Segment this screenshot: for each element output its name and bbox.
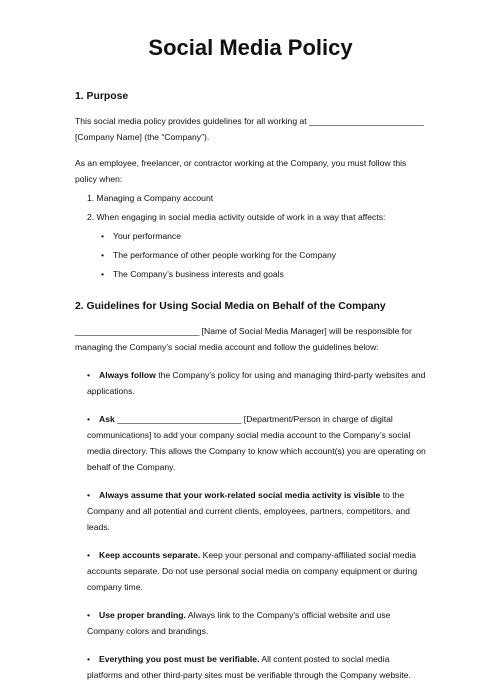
- guideline-text: __________________________ [Department/Person in charge of digital communications] to add your company social media account to the Company’s social media directory. This allows the Company to know which account(s) you are operating on behalf of the Company.: [87, 414, 426, 472]
- bullet-icon: •: [101, 231, 105, 241]
- list-item: 2. When engaging in social media activity outside of work in a way that affects:: [87, 212, 386, 222]
- guidelines-intro-text: [Name of Social Media Manager] will be responsible for managing the Company’s social media account and follow the guidelines below:: [75, 326, 412, 352]
- bullet-icon: •: [87, 610, 91, 620]
- bullet-icon: •: [101, 250, 105, 260]
- guideline-item: [75, 607, 426, 639]
- guideline-item: [75, 411, 426, 475]
- guideline-text: Keep your personal and company-affiliated social media accounts separate. Do not use personal social media on company equipment or during company time.: [87, 550, 418, 592]
- guideline-bold: Always follow: [99, 370, 156, 380]
- manager-name-blank: __________________________: [75, 326, 200, 336]
- document-title: Social Media Policy: [148, 35, 353, 60]
- guideline-text: the Company's policy for using and managing third-party websites and applications.: [87, 370, 426, 396]
- guideline-bold: Everything you post must be verifiable.: [99, 654, 260, 664]
- bullet-icon: •: [101, 269, 105, 279]
- bullet-icon: •: [87, 654, 91, 664]
- guideline-text: Always link to the Company's official website and use Company colors and brandings.: [87, 610, 391, 636]
- bullet-icon: •: [87, 414, 91, 424]
- sublist-item: • Your performance: [101, 228, 426, 244]
- section-heading-purpose: 1. Purpose: [75, 91, 129, 102]
- guideline-bold: Always assume that your work-related social media activity is visible: [99, 490, 381, 500]
- sublist-item: • The performance of other people working for the Company: [101, 247, 426, 263]
- purpose-paragraph-1: [75, 113, 426, 145]
- guideline-item: [75, 367, 426, 399]
- sublist-item: • The Company’s business interests and goals: [101, 266, 426, 282]
- company-name-blank: ________________________: [309, 116, 424, 126]
- purpose-text-b: [Company Name] (the “Company”).: [75, 132, 210, 142]
- guideline-bold: Use proper branding.: [99, 610, 186, 620]
- purpose-list: [75, 190, 426, 225]
- guideline-bold: Ask: [99, 414, 115, 424]
- list-item: 1. Managing a Company account: [87, 193, 214, 203]
- bullet-icon: •: [87, 490, 91, 500]
- purpose-paragraph-2: As an employee, freelancer, or contractor working at the Company, you must follow this policy when:: [75, 158, 407, 184]
- guideline-text: to the Company and all potential and current clients, employees, partners, competitors, and leads.: [87, 490, 410, 532]
- purpose-text-a: This social media policy provides guidelines for all working at: [75, 116, 310, 126]
- guideline-item: [75, 487, 426, 535]
- guidelines-intro: [75, 323, 426, 355]
- guideline-item: [75, 547, 426, 595]
- guideline-item: [75, 651, 426, 683]
- section-heading-guidelines: 2. Guidelines for Using Social Media on Behalf of the Company: [75, 301, 386, 312]
- guideline-bold: Keep accounts separate.: [99, 550, 201, 560]
- bullet-icon: •: [87, 370, 91, 380]
- purpose-sublist: [75, 228, 426, 282]
- guideline-text: All content posted to social media platforms and other third-party sites must be verifiable through the Company website.: [87, 654, 411, 680]
- bullet-icon: •: [87, 550, 91, 560]
